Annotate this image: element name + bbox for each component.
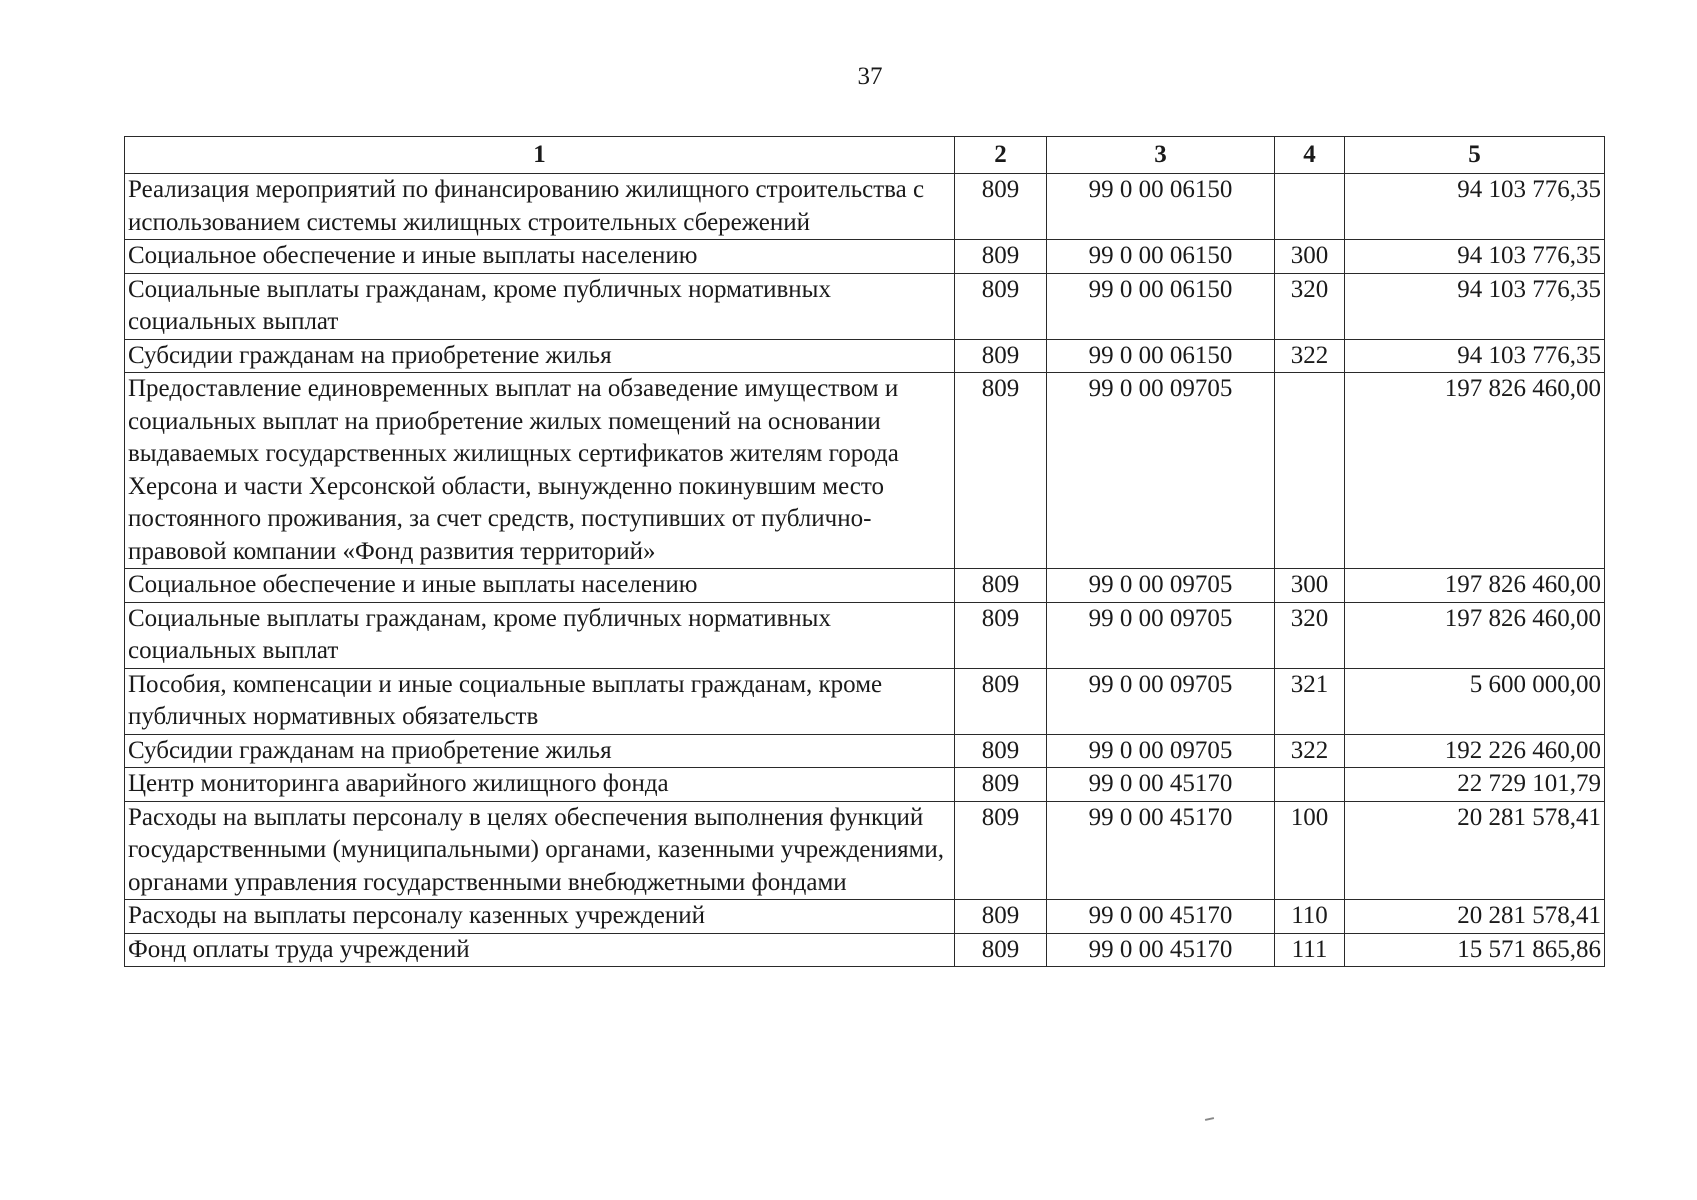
table-row <box>125 339 1605 373</box>
cell-name: Субсидии гражданам на приобретение жилья <box>125 734 955 768</box>
cell-amount: 22 729 101,79 <box>1345 768 1605 802</box>
cell-col-4: 110 <box>1275 900 1345 934</box>
header-col-3: 3 <box>1047 137 1275 174</box>
cell-name: Социальное обеспечение и иные выплаты населению <box>125 569 955 603</box>
cell-col-2: 809 <box>955 900 1047 934</box>
cell-col-4: 320 <box>1275 273 1345 339</box>
cell-col-2: 809 <box>955 569 1047 603</box>
cell-col-3: 99 0 00 09705 <box>1047 602 1275 668</box>
table-row <box>125 668 1605 734</box>
cell-col-4: 321 <box>1275 668 1345 734</box>
cell-col-3: 99 0 00 09705 <box>1047 569 1275 603</box>
cell-col-4: 300 <box>1275 240 1345 274</box>
cell-col-4 <box>1275 768 1345 802</box>
table-body <box>125 174 1605 967</box>
cell-name: Расходы на выплаты персоналу казенных учреждений <box>125 900 955 934</box>
table-row <box>125 801 1605 900</box>
header-col-4: 4 <box>1275 137 1345 174</box>
cell-name: Пособия, компенсации и иные социальные выплаты гражданам, кроме публичных нормативных обязательств <box>125 668 955 734</box>
cell-col-2: 809 <box>955 174 1047 240</box>
header-col-2: 2 <box>955 137 1047 174</box>
cell-name: Расходы на выплаты персоналу в целях обеспечения выполнения функций государственными (муниципальными) органами, казенными учреждениями, органами управления государственными внебюджетными фондами <box>125 801 955 900</box>
cell-col-3: 99 0 00 09705 <box>1047 373 1275 569</box>
cell-col-2: 809 <box>955 801 1047 900</box>
cell-amount: 192 226 460,00 <box>1345 734 1605 768</box>
cell-amount: 5 600 000,00 <box>1345 668 1605 734</box>
cell-col-4: 300 <box>1275 569 1345 603</box>
table-header-row <box>125 137 1605 174</box>
table-row <box>125 174 1605 240</box>
table-row <box>125 273 1605 339</box>
cell-amount: 94 103 776,35 <box>1345 273 1605 339</box>
cell-name: Фонд оплаты труда учреждений <box>125 933 955 967</box>
cell-name: Реализация мероприятий по финансированию жилищного строительства с использованием системы жилищных строительных сбережений <box>125 174 955 240</box>
cell-col-3: 99 0 00 09705 <box>1047 734 1275 768</box>
cell-name: Центр мониторинга аварийного жилищного фонда <box>125 768 955 802</box>
table-row <box>125 768 1605 802</box>
cell-col-2: 809 <box>955 933 1047 967</box>
header-col-1: 1 <box>125 137 955 174</box>
cell-col-4: 111 <box>1275 933 1345 967</box>
cell-col-3: 99 0 00 06150 <box>1047 174 1275 240</box>
cell-amount: 15 571 865,86 <box>1345 933 1605 967</box>
table-row <box>125 240 1605 274</box>
cell-col-2: 809 <box>955 240 1047 274</box>
cell-col-4: 322 <box>1275 339 1345 373</box>
page-number: 37 <box>857 63 883 90</box>
cell-name: Социальные выплаты гражданам, кроме публичных нормативных социальных выплат <box>125 273 955 339</box>
cell-name: Социальное обеспечение и иные выплаты населению <box>125 240 955 274</box>
cell-col-4 <box>1275 373 1345 569</box>
table-row <box>125 569 1605 603</box>
cell-col-3: 99 0 00 06150 <box>1047 240 1275 274</box>
cell-col-2: 809 <box>955 668 1047 734</box>
cell-col-3: 99 0 00 45170 <box>1047 768 1275 802</box>
cell-amount: 94 103 776,35 <box>1345 240 1605 274</box>
cell-amount: 94 103 776,35 <box>1345 339 1605 373</box>
cell-col-2: 809 <box>955 602 1047 668</box>
cell-name: Субсидии гражданам на приобретение жилья <box>125 339 955 373</box>
cell-amount: 20 281 578,41 <box>1345 900 1605 934</box>
cell-col-2: 809 <box>955 768 1047 802</box>
cell-name: Предоставление единовременных выплат на обзаведение имуществом и социальных выплат на приобретение жилых помещений на основании выдаваемых государственных жилищных сертификатов жителям города Херсона и части Херсонской области, вынужденно покинувшим место постоянного проживания, за счет средств, поступивших от публично-правовой компании «Фонд развития территорий» <box>125 373 955 569</box>
cell-amount: 197 826 460,00 <box>1345 373 1605 569</box>
cell-col-3: 99 0 00 45170 <box>1047 801 1275 900</box>
cell-col-3: 99 0 00 06150 <box>1047 273 1275 339</box>
table-row <box>125 933 1605 967</box>
cell-col-4: 320 <box>1275 602 1345 668</box>
cell-col-2: 809 <box>955 273 1047 339</box>
cell-col-2: 809 <box>955 734 1047 768</box>
cell-col-4: 100 <box>1275 801 1345 900</box>
header-col-5: 5 <box>1345 137 1605 174</box>
cell-amount: 20 281 578,41 <box>1345 801 1605 900</box>
cell-col-3: 99 0 00 09705 <box>1047 668 1275 734</box>
scan-mark <box>1205 1117 1214 1121</box>
cell-amount: 94 103 776,35 <box>1345 174 1605 240</box>
cell-name: Социальные выплаты гражданам, кроме публичных нормативных социальных выплат <box>125 602 955 668</box>
cell-col-3: 99 0 00 45170 <box>1047 900 1275 934</box>
cell-amount: 197 826 460,00 <box>1345 602 1605 668</box>
budget-table <box>124 136 1605 967</box>
cell-col-3: 99 0 00 06150 <box>1047 339 1275 373</box>
table-row <box>125 734 1605 768</box>
cell-col-3: 99 0 00 45170 <box>1047 933 1275 967</box>
table-row <box>125 373 1605 569</box>
cell-col-4: 322 <box>1275 734 1345 768</box>
table-row <box>125 602 1605 668</box>
cell-col-4 <box>1275 174 1345 240</box>
cell-col-2: 809 <box>955 373 1047 569</box>
cell-col-2: 809 <box>955 339 1047 373</box>
cell-amount: 197 826 460,00 <box>1345 569 1605 603</box>
table-row <box>125 900 1605 934</box>
